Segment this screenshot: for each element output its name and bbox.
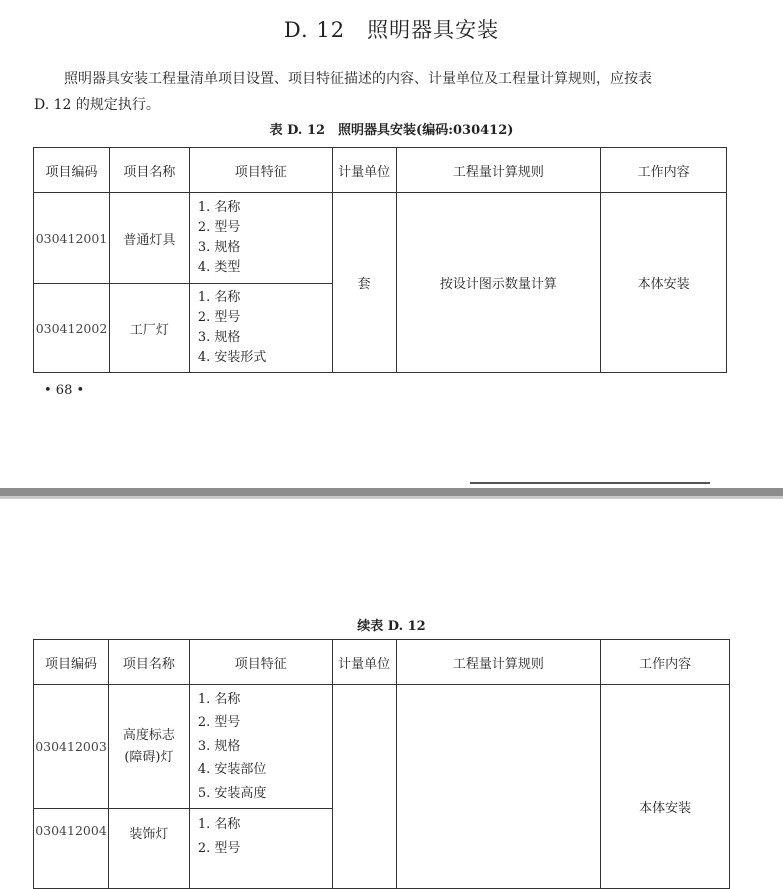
header-rule: 工程量计算规则 — [396, 640, 601, 685]
table2-caption: 续表 D. 12 — [357, 619, 426, 634]
item-code: 030412001 — [34, 193, 110, 284]
item-name-line-1: 高度标志 — [122, 727, 175, 743]
header-work: 工作内容 — [601, 640, 730, 685]
rule-cell: 按设计图示数量计算 — [396, 193, 601, 373]
item-name: 工厂灯 — [109, 284, 189, 373]
table1-header-row — [34, 148, 727, 193]
header-features: 项目特征 — [189, 148, 332, 193]
intro-line-1: 照明器具安装工程量清单项目设置、项目特征描述的内容、计量单位及工程量计算规则，应按表 — [64, 71, 652, 87]
header-code: 项目编码 — [34, 640, 109, 685]
feature-line: 5. 安装高度 — [197, 785, 267, 801]
header-features: 项目特征 — [189, 640, 332, 685]
item-code: 030412003 — [34, 685, 109, 809]
header-rule: 工程量计算规则 — [396, 148, 601, 193]
header-work: 工作内容 — [601, 148, 727, 193]
table1-caption: 表 D. 12 照明器具安装(编码:030412) — [269, 123, 514, 138]
page-break-band — [0, 488, 783, 496]
feature-line: 2. 型号 — [197, 715, 241, 731]
item-name — [108, 685, 189, 809]
feature-line: 1. 名称 — [197, 200, 241, 215]
unit-cell: 套 — [332, 193, 396, 373]
feature-line: 3. 规格 — [197, 240, 241, 255]
unit-cell — [332, 685, 396, 889]
item-code: 030412002 — [34, 284, 110, 373]
section-title: D. 12 照明器具安装 — [283, 18, 500, 42]
rule-cell — [396, 685, 601, 889]
table2 — [33, 639, 730, 889]
feature-line: 3. 规格 — [197, 330, 241, 345]
table1 — [33, 147, 727, 373]
header-unit: 计量单位 — [332, 148, 396, 193]
feature-line: 2. 型号 — [197, 310, 241, 325]
header-code: 项目编码 — [34, 148, 110, 193]
page-number: • 68 • — [44, 383, 85, 398]
item-name-line-2: (障碍)灯 — [124, 749, 174, 765]
item-features — [189, 284, 332, 373]
feature-line: 1. 名称 — [197, 691, 241, 707]
item-features — [189, 809, 332, 889]
header-unit: 计量单位 — [332, 640, 396, 685]
table-row — [34, 685, 730, 809]
feature-line: 2. 型号 — [197, 840, 241, 856]
item-code: 030412004 — [34, 809, 109, 889]
page-break-band-light — [0, 496, 783, 499]
table-row — [34, 193, 727, 284]
work-cell: 本体安装 — [601, 685, 730, 889]
feature-line: 1. 名称 — [197, 817, 241, 832]
item-name: 装饰灯 — [108, 809, 189, 889]
header-name: 项目名称 — [108, 640, 189, 685]
feature-line: 4. 安装形式 — [197, 350, 267, 365]
feature-line: 4. 安装部位 — [197, 762, 267, 778]
scan-artifact — [470, 482, 710, 484]
item-features — [189, 685, 332, 809]
feature-line: 4. 类型 — [197, 260, 241, 275]
item-features — [189, 193, 332, 284]
table2-header-row — [34, 640, 730, 685]
work-cell: 本体安装 — [601, 193, 727, 373]
header-name: 项目名称 — [109, 148, 189, 193]
item-name: 普通灯具 — [109, 193, 189, 284]
feature-line: 1. 名称 — [197, 290, 241, 305]
feature-line: 3. 规格 — [197, 738, 241, 754]
feature-line: 2. 型号 — [197, 220, 241, 235]
intro-paragraph — [34, 66, 734, 118]
intro-line-2: D. 12 的规定执行。 — [34, 97, 160, 113]
